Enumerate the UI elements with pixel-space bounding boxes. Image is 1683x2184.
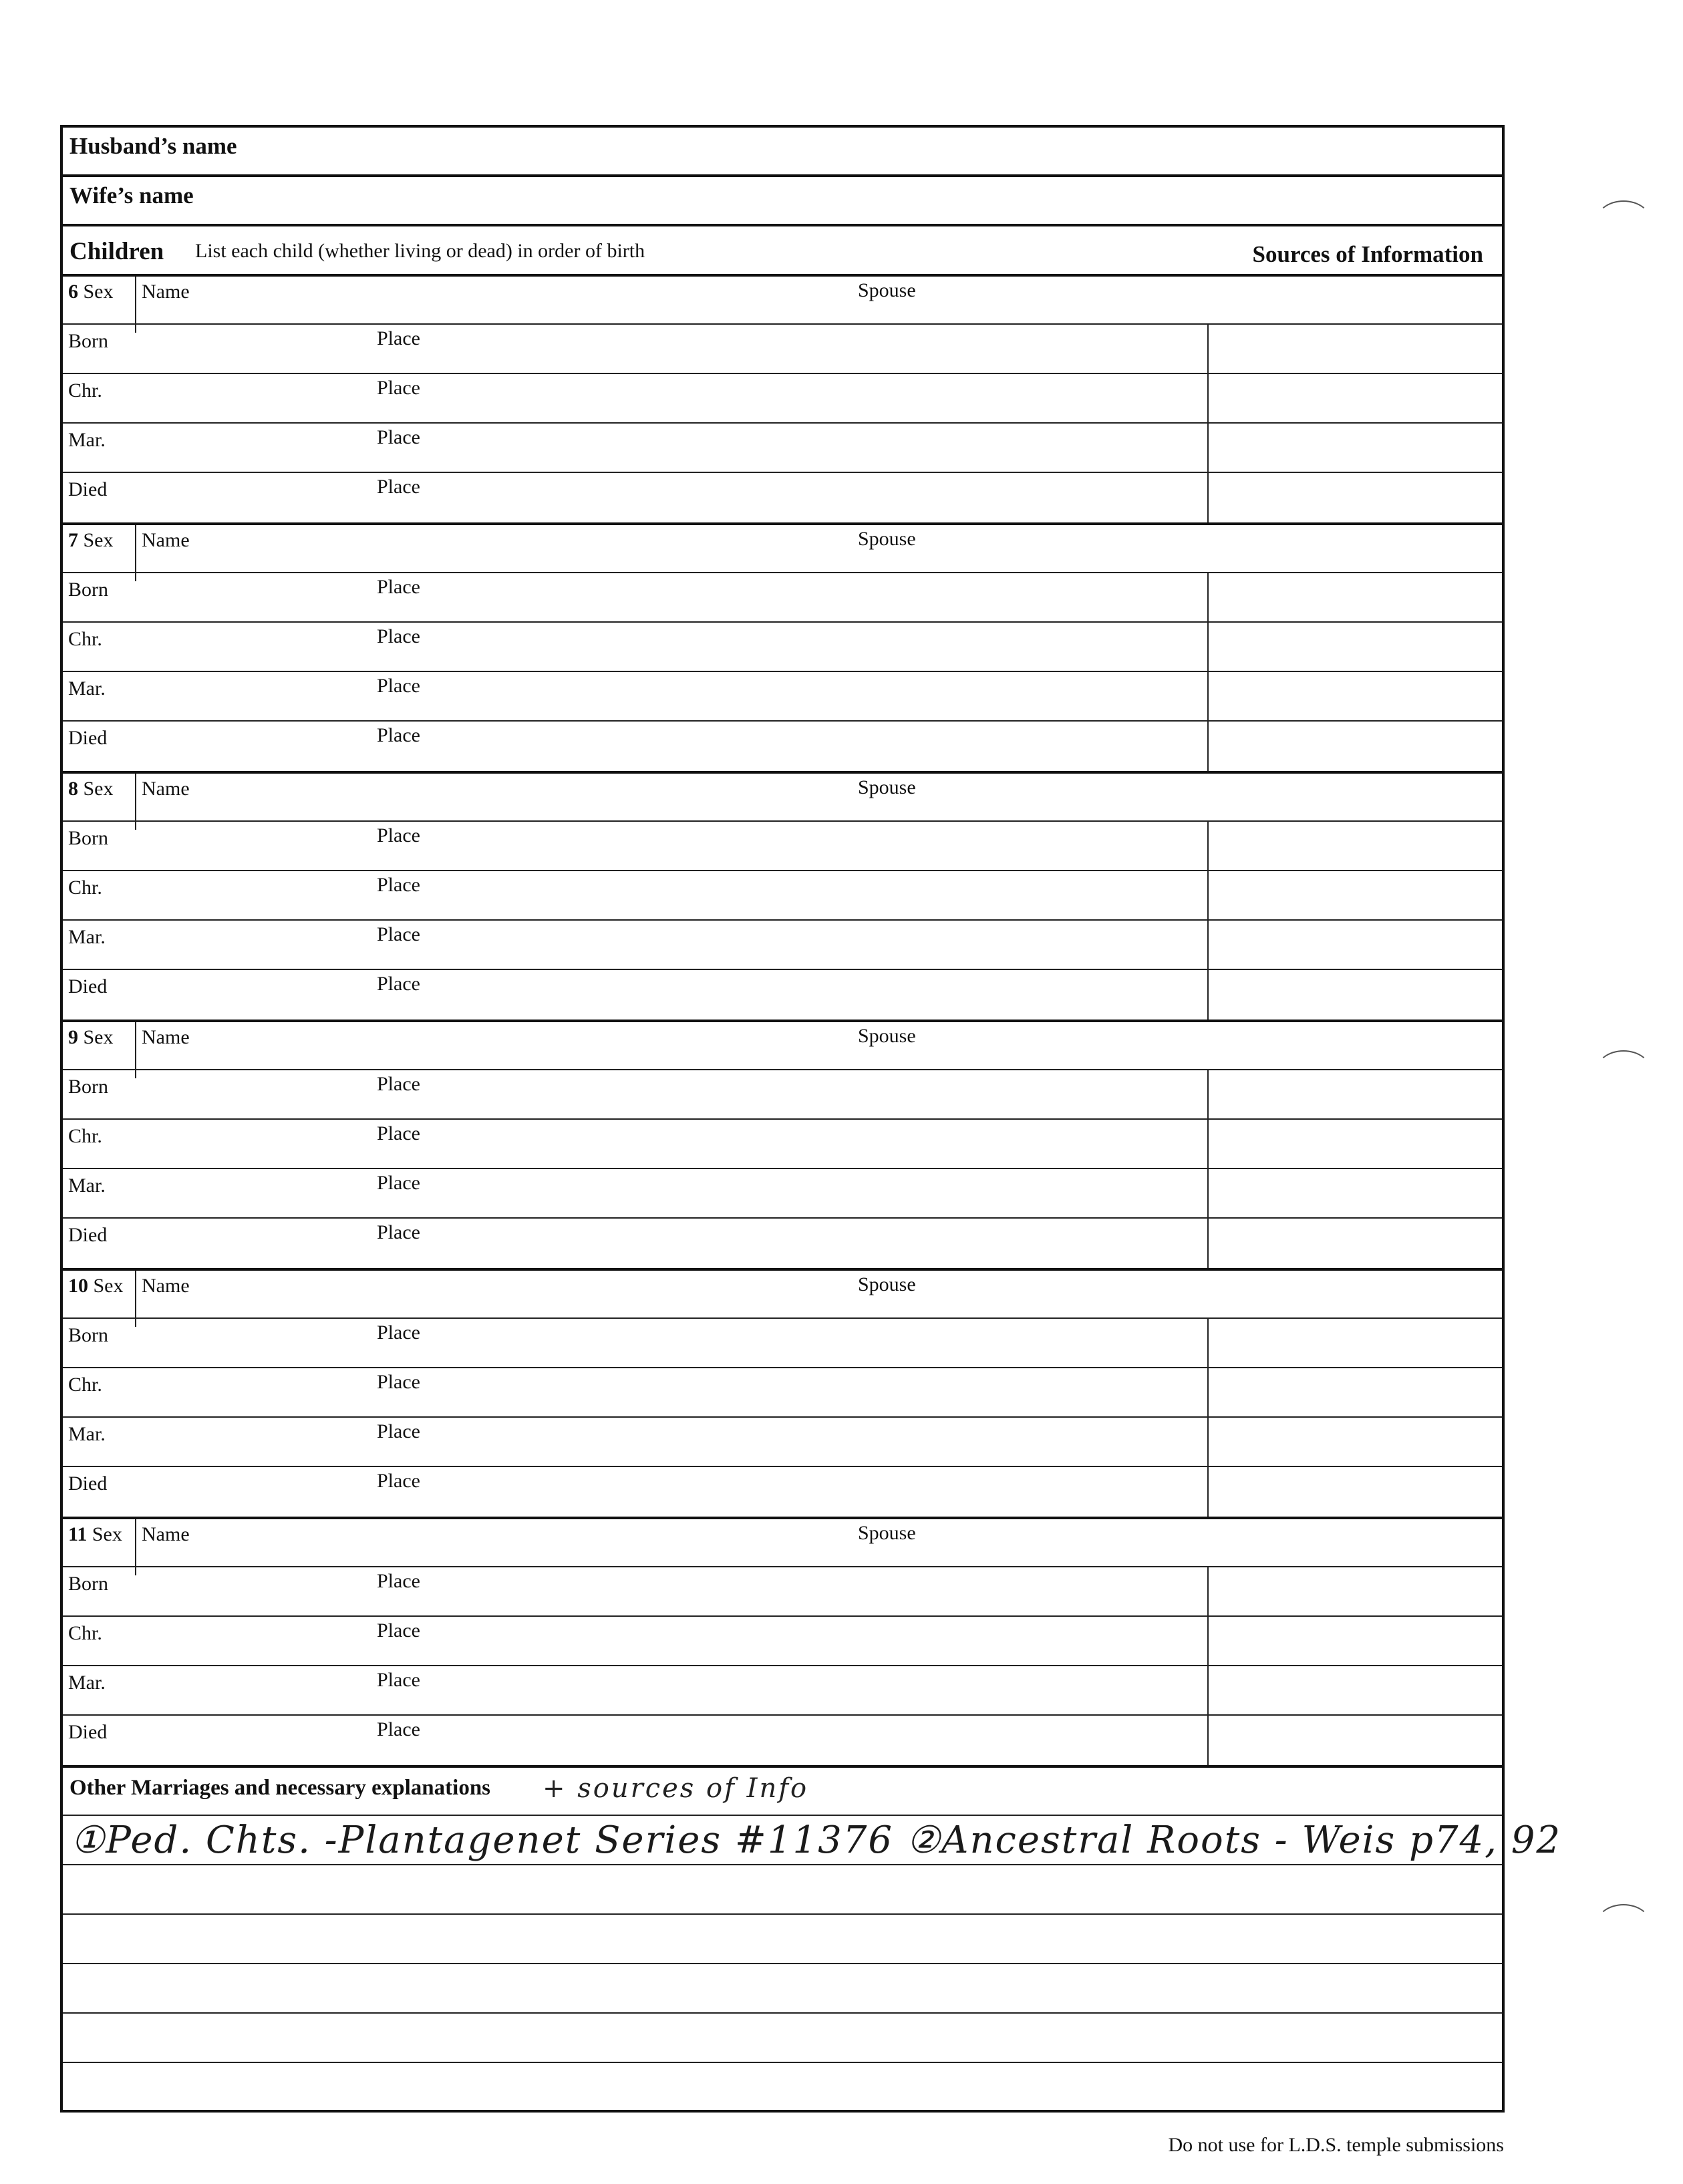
place-label: Place xyxy=(377,426,420,448)
mar-label: Mar. xyxy=(68,429,106,451)
chr-row[interactable] xyxy=(63,871,1502,921)
place-label: Place xyxy=(377,625,420,647)
child-number: 7 Sex xyxy=(68,529,114,551)
mar-label: Mar. xyxy=(68,1175,106,1197)
chr-row[interactable] xyxy=(63,623,1502,672)
chr-label: Chr. xyxy=(68,877,102,899)
place-label: Place xyxy=(377,724,420,746)
handwritten-sources-entry: ①Ped. Chts. -Plantagenet Series #11376 ②Ancestral Roots - Weis p74, 92 xyxy=(71,1819,1562,1862)
explanation-line[interactable] xyxy=(63,1816,1562,1865)
name-label: Name xyxy=(142,778,190,800)
mar-label: Mar. xyxy=(68,1423,106,1445)
chr-label: Chr. xyxy=(68,1622,102,1644)
wife-name-label: Wife’s name xyxy=(69,182,194,208)
place-label: Place xyxy=(377,923,420,945)
child-name-row[interactable] xyxy=(63,1271,1502,1319)
name-label: Name xyxy=(142,1523,190,1545)
chr-label: Chr. xyxy=(68,628,102,650)
child-number: 10 Sex xyxy=(68,1275,124,1297)
other-marriages-header xyxy=(63,1768,1502,1816)
chr-row[interactable] xyxy=(63,1368,1502,1418)
place-label: Place xyxy=(377,1669,420,1691)
family-group-form xyxy=(60,125,1562,2113)
place-label: Place xyxy=(377,476,420,498)
died-label: Died xyxy=(68,727,108,749)
name-label: Name xyxy=(142,1275,190,1297)
other-marriages-section xyxy=(63,1768,1562,2110)
child-name-row[interactable] xyxy=(63,1519,1502,1567)
born-row[interactable] xyxy=(63,573,1502,623)
explanation-line[interactable] xyxy=(63,2063,1502,2110)
mar-label: Mar. xyxy=(68,1672,106,1694)
spouse-label: Spouse xyxy=(858,776,916,798)
child-block-7 xyxy=(63,525,1502,774)
died-label: Died xyxy=(68,975,108,997)
chr-label: Chr. xyxy=(68,1374,102,1396)
child-name-row[interactable] xyxy=(63,1022,1502,1070)
place-label: Place xyxy=(377,1122,420,1144)
place-label: Place xyxy=(377,1172,420,1194)
child-name-row[interactable] xyxy=(63,525,1502,573)
died-row[interactable] xyxy=(63,1716,1502,1765)
child-block-8 xyxy=(63,774,1502,1022)
chr-row[interactable] xyxy=(63,1617,1502,1666)
born-label: Born xyxy=(68,827,108,849)
spouse-label: Spouse xyxy=(858,1025,916,1047)
child-block-9 xyxy=(63,1022,1502,1271)
explanation-line[interactable] xyxy=(63,1915,1502,1964)
punch-hole xyxy=(1595,200,1652,243)
child-number: 8 Sex xyxy=(68,778,114,800)
born-label: Born xyxy=(68,1076,108,1098)
explanation-line[interactable] xyxy=(63,2014,1502,2063)
child-name-row[interactable] xyxy=(63,774,1502,822)
born-row[interactable] xyxy=(63,1070,1502,1120)
mar-row[interactable] xyxy=(63,921,1502,970)
child-block-10 xyxy=(63,1271,1502,1519)
footer-notice: Do not use for L.D.S. temple submissions xyxy=(1168,2134,1504,2156)
died-label: Died xyxy=(68,1721,108,1743)
died-label: Died xyxy=(68,1224,108,1246)
died-row[interactable] xyxy=(63,722,1502,771)
died-row[interactable] xyxy=(63,1467,1502,1517)
spouse-label: Spouse xyxy=(858,279,916,301)
place-label: Place xyxy=(377,1420,420,1442)
spouse-label: Spouse xyxy=(858,528,916,550)
place-label: Place xyxy=(377,1073,420,1095)
place-label: Place xyxy=(377,874,420,896)
name-label: Name xyxy=(142,281,190,303)
mar-row[interactable] xyxy=(63,672,1502,722)
mar-row[interactable] xyxy=(63,1169,1502,1219)
punch-hole xyxy=(1595,1050,1652,1093)
place-label: Place xyxy=(377,1570,420,1592)
mar-row[interactable] xyxy=(63,1666,1502,1716)
sources-of-information-label: Sources of Information xyxy=(1252,241,1483,267)
place-label: Place xyxy=(377,1221,420,1243)
explanation-line[interactable] xyxy=(63,1865,1502,1915)
name-label: Name xyxy=(142,1026,190,1048)
mar-row[interactable] xyxy=(63,424,1502,473)
died-row[interactable] xyxy=(63,1219,1502,1268)
place-label: Place xyxy=(377,1619,420,1642)
mar-label: Mar. xyxy=(68,677,106,699)
child-name-row[interactable] xyxy=(63,277,1502,325)
born-label: Born xyxy=(68,1324,108,1346)
place-label: Place xyxy=(377,1321,420,1344)
chr-label: Chr. xyxy=(68,379,102,402)
punch-hole xyxy=(1595,1904,1652,1947)
place-label: Place xyxy=(377,824,420,846)
place-label: Place xyxy=(377,675,420,697)
died-row[interactable] xyxy=(63,970,1502,1020)
children-note: List each child (whether living or dead) in order of birth xyxy=(195,240,645,262)
place-label: Place xyxy=(377,327,420,349)
chr-row[interactable] xyxy=(63,1120,1502,1169)
child-block-6 xyxy=(63,277,1502,525)
place-label: Place xyxy=(377,973,420,995)
place-label: Place xyxy=(377,377,420,399)
spouse-label: Spouse xyxy=(858,1522,916,1544)
born-row[interactable] xyxy=(63,1567,1502,1617)
child-number: 9 Sex xyxy=(68,1026,114,1048)
born-row[interactable] xyxy=(63,822,1502,871)
born-label: Born xyxy=(68,579,108,601)
born-row[interactable] xyxy=(63,325,1502,374)
husband-name-label: Husband’s name xyxy=(69,133,237,159)
husband-name-row[interactable] xyxy=(63,128,1502,177)
died-label: Died xyxy=(68,1472,108,1495)
place-label: Place xyxy=(377,1371,420,1393)
handwritten-sources-note: + sources of Info xyxy=(543,1773,809,1804)
mar-label: Mar. xyxy=(68,926,106,948)
child-block-11 xyxy=(63,1519,1502,1768)
place-label: Place xyxy=(377,1470,420,1492)
born-label: Born xyxy=(68,1573,108,1595)
mar-row[interactable] xyxy=(63,1418,1502,1467)
child-number: 11 Sex xyxy=(68,1523,122,1545)
chr-row[interactable] xyxy=(63,374,1502,424)
spouse-label: Spouse xyxy=(858,1273,916,1295)
died-row[interactable] xyxy=(63,473,1502,522)
children-header xyxy=(63,226,1502,277)
name-label: Name xyxy=(142,529,190,551)
place-label: Place xyxy=(377,576,420,598)
born-label: Born xyxy=(68,330,108,352)
children-title: Children xyxy=(69,238,164,265)
born-row[interactable] xyxy=(63,1319,1502,1368)
explanation-line[interactable] xyxy=(63,1964,1502,2014)
child-number: 6 Sex xyxy=(68,281,114,303)
place-label: Place xyxy=(377,1718,420,1740)
wife-name-row[interactable] xyxy=(63,177,1502,226)
chr-label: Chr. xyxy=(68,1125,102,1147)
other-marriages-title: Other Marriages and necessary explanations xyxy=(69,1776,491,1800)
died-label: Died xyxy=(68,478,108,500)
